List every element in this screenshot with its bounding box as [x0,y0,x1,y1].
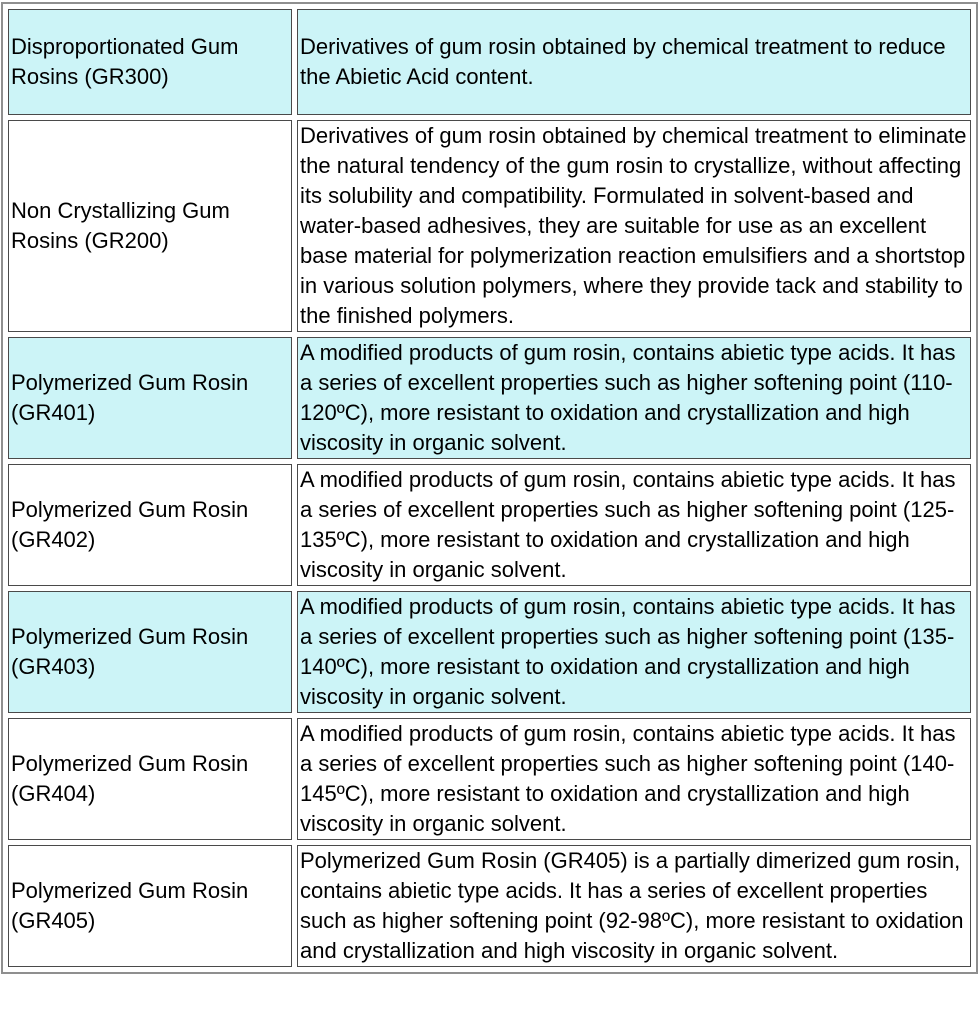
product-description-cell: A modified products of gum rosin, contains abietic type acids. It has a series of excellent properties such as higher softening point (140-145ºC), more resistant to oxidation and crystallization and high viscosity in organic solvent. [297,718,971,840]
product-name-cell: Polymerized Gum Rosin (GR404) [8,718,292,840]
product-description-cell: Derivatives of gum rosin obtained by chemical treatment to eliminate the natural tendency of the gum rosin to crystallize, without affecting its solubility and compatibility. Formulated in solvent-based and water-based adhesives, they are suitable for use as an excellent base material for polymerization reaction emulsifiers and a shortstop in various solution polymers, where they provide tack and stability to the finished polymers. [297,120,971,332]
product-description-cell: Polymerized Gum Rosin (GR405) is a partially dimerized gum rosin, contains abietic type acids. It has a series of excellent properties such as higher softening point (92-98ºC), more resistant to oxidation and crystallization and high viscosity in organic solvent. [297,845,971,967]
gum-rosin-products-table [1,2,978,974]
table-row [8,464,971,586]
table-body [8,9,971,967]
product-description-cell: Derivatives of gum rosin obtained by chemical treatment to reduce the Abietic Acid content. [297,9,971,115]
product-description-cell: A modified products of gum rosin, contains abietic type acids. It has a series of excellent properties such as higher softening point (110-120ºC), more resistant to oxidation and crystallization and high viscosity in organic solvent. [297,337,971,459]
product-name-cell: Polymerized Gum Rosin (GR401) [8,337,292,459]
table-row [8,591,971,713]
table-row [8,845,971,967]
table-row [8,718,971,840]
product-description-cell: A modified products of gum rosin, contains abietic type acids. It has a series of excellent properties such as higher softening point (135-140ºC), more resistant to oxidation and crystallization and high viscosity in organic solvent. [297,591,971,713]
product-name-cell: Disproportionated Gum Rosins (GR300) [8,9,292,115]
product-description-cell: A modified products of gum rosin, contains abietic type acids. It has a series of excellent properties such as higher softening point (125-135ºC), more resistant to oxidation and crystallization and high viscosity in organic solvent. [297,464,971,586]
product-name-cell: Polymerized Gum Rosin (GR402) [8,464,292,586]
product-name-cell: Non Crystallizing Gum Rosins (GR200) [8,120,292,332]
product-name-cell: Polymerized Gum Rosin (GR405) [8,845,292,967]
product-name-cell: Polymerized Gum Rosin (GR403) [8,591,292,713]
table-row [8,120,971,332]
table-row [8,9,971,115]
table-row [8,337,971,459]
